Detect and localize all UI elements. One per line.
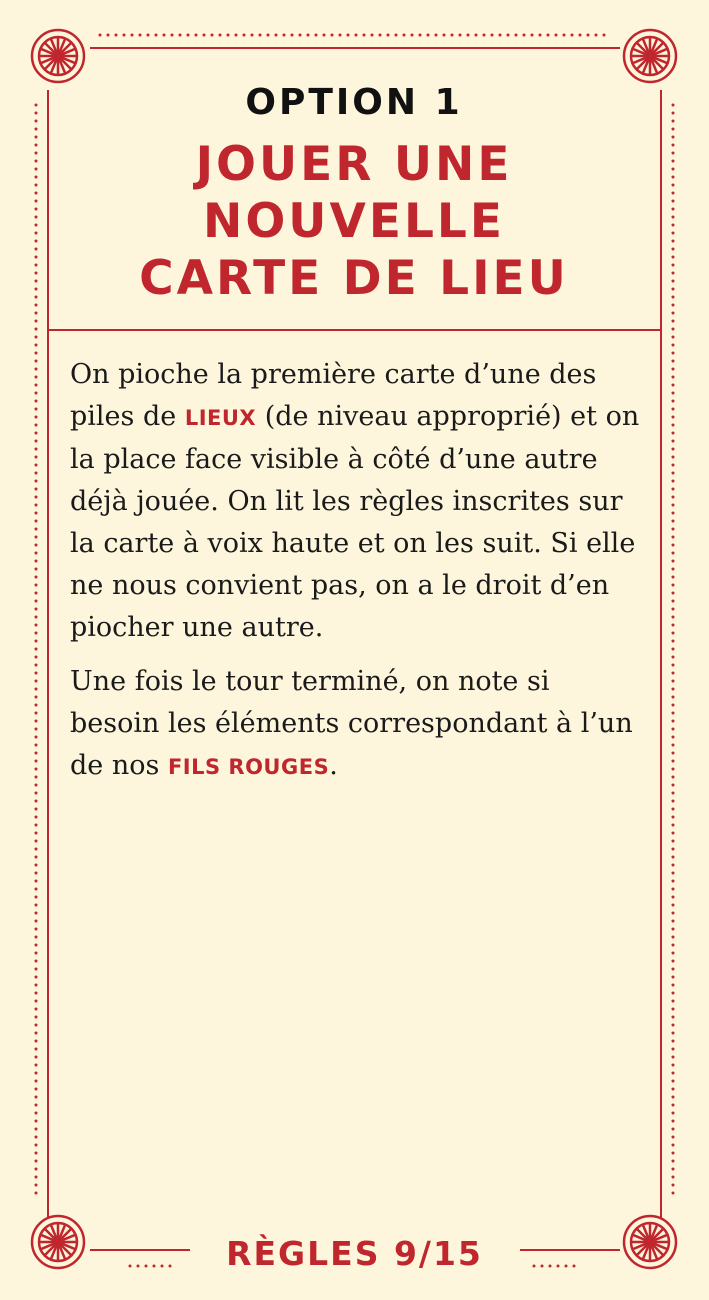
card-title (47, 136, 661, 307)
rules-paragraph (70, 661, 640, 788)
card-header (47, 78, 661, 307)
rules-body (70, 354, 640, 800)
keyword-lieux: LIEUX (184, 406, 257, 430)
title-line: CARTE DE LIEU (139, 251, 569, 306)
title-line: NOUVELLE (203, 194, 505, 249)
rules-paragraph (70, 354, 640, 649)
paragraph-text: . (329, 750, 338, 781)
wagon-wheel-icon (29, 27, 87, 85)
wagon-wheel-icon (621, 27, 679, 85)
title-line: JOUER UNE (195, 137, 513, 192)
rules-page-label: RÈGLES 9/15 (226, 1234, 483, 1273)
paragraph-text: (de niveau approprié) et on la place face visible à côté d’une autre déjà jouée. On lit les règles inscrites sur la carte à voix haute et on les suit. Si elle ne nous convient pas, on a le droit d’en piocher une autre. (70, 401, 640, 643)
option-kicker: OPTION 1 (245, 82, 463, 123)
keyword-fils-rouges: FILS ROUGES (167, 755, 330, 779)
paragraph-text: On pioche la première carte d’une des piles de (70, 359, 597, 432)
paragraph-text: Une fois le tour terminé, on note si besoin les éléments correspondant à l’un de nos (70, 666, 633, 781)
